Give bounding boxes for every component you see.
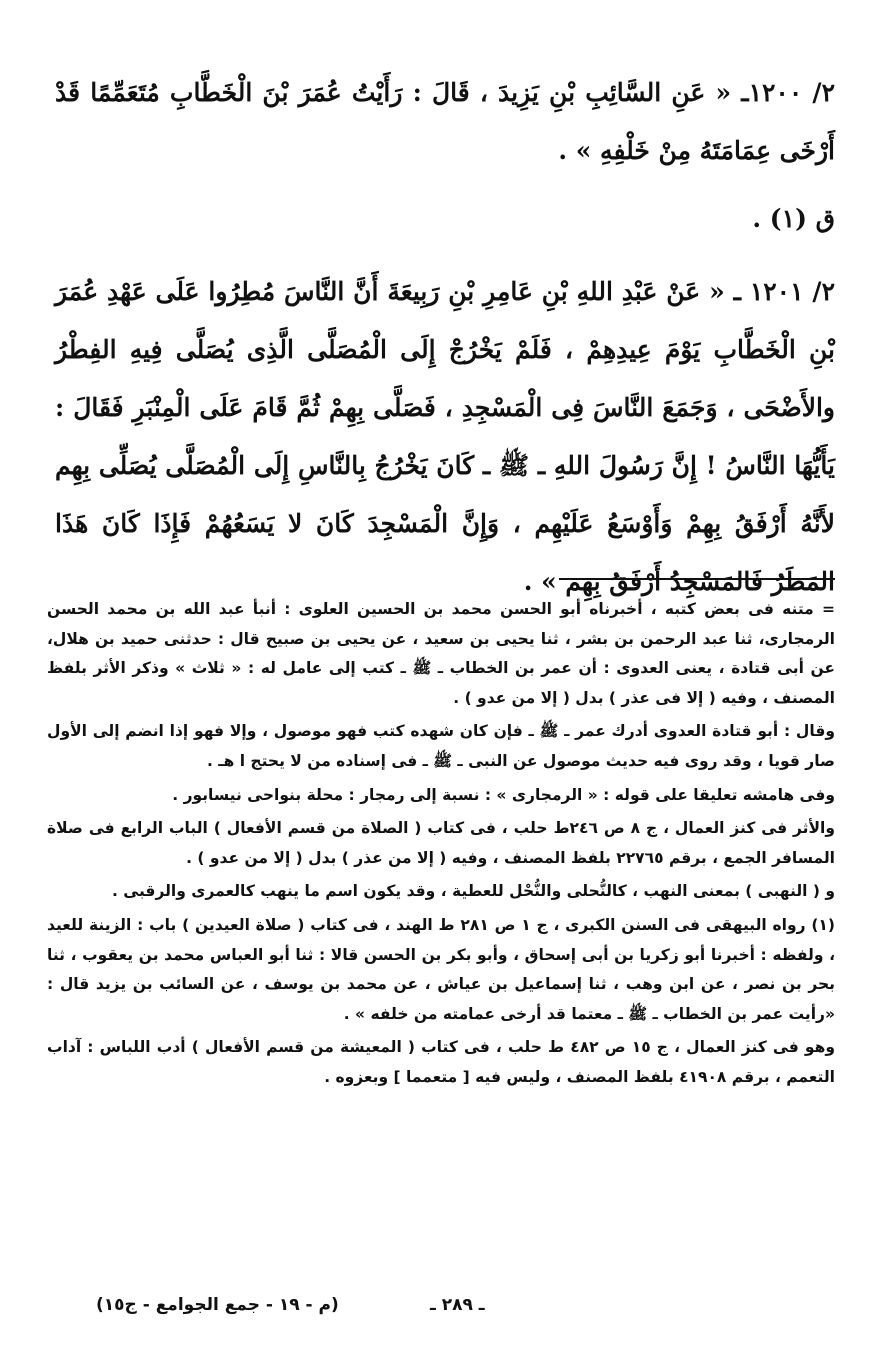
hadith-1200-text: ٢/ ١٢٠٠ـ « عَنِ السَّائِبِ بْنِ يَزِيدَ ، قَالَ : رَأَيْتُ عُمَرَ بْنَ الْخَطَّابِ مُتَعَمِّمًا قَدْ أَرْخَى عِمَامَتَهُ مِنْ خَلْفِهِ » . [55, 78, 836, 165]
page-number: ـ ٢٨٩ ـ [430, 1295, 485, 1315]
footnote-continued-paragraph: = متنه فى بعض كتبه ، أخبرناه أبو الحسن محمد بن الحسين العلوى : أنبأ عبد الله بن محمد الحسن الرمجارى، ثنا عبد الرحمن بن بشر ، ثنا يحيى بن سعيد ، عن يحيى بن صبيح قال : حدثنى حميد بن هلال، عن أبى قتادة ، يعنى العدوى : أن عمر بن الخطاب ـ ﷺ ـ كتب إلى عامل له : « ثلاث » وذكر الأثر بلفظ المصنف ، وفيه ( إلا فى عذر ) بدل ( إلا من عدو ) . [47, 600, 835, 707]
footnote-continued-paragraph: وفى هامشه تعليقا على قوله : « الرمجارى » : نسبة إلى رمجار : محلة بنواحى نيسابور . [172, 785, 835, 804]
page-footer [0, 1295, 891, 1325]
footnote-separator [559, 578, 835, 580]
hadith-1200-reference: ق (١) . [752, 204, 835, 233]
footnote-continued-paragraph: والأثر فى كنز العمال ، ج ٨ ص ٢٤٦ط حلب ، فى كتاب ( الصلاة من قسم الأفعال ) الباب الرابع فى صلاة المسافر الجمع ، برقم ٢٢٧٦٥ بلفظ المصنف ، وفيه ( إلا من عذر ) بدل ( إلا من عدو ) . [47, 819, 835, 867]
footnote-continued-paragraph: و ( النهبى ) بمعنى النهب ، كالنُّحلى والنُّحْل للعطية ، وقد يكون اسم ما ينهب كالعمرى والرقبى . [112, 882, 835, 901]
footnote-1: (١) رواه البيهقى فى السنن الكبرى ، ج ١ ص ٢٨١ ط الهند ، فى كتاب ( صلاة العيدين ) باب : الزينة للعيد ، ولفظه : أخبرنا أبو زكريا بن أبى إسحاق ، وأبو بكر بن الحسن قالا : ثنا أبو العباس محمد بن يعقوب ، ثنا بحر بن نصر ، عن ابن وهب ، ثنا إسماعيل بن عياش ، عن محمد بن يوسف ، عن السائب بن يزيد قال : «رأيت عمر بن الخطاب ـ ﷺ ـ معتما قد أرخى عمامته من خلفه » . [47, 915, 835, 1023]
footnote-continued-paragraph: وقال : أبو قتادة العدوى أدرك عمر ـ ﷺ ـ فإن كان شهده كتب فهو موصول ، وإلا فهو إذا انضم إلى الأول صار قويا ، وقد روى فيه حديث موصول عن النبى ـ ﷺ ـ فى إسناده من لا يحتج ا هـ . [47, 722, 835, 770]
hadith-1201-text: ٢/ ١٢٠١ ـ « عَنْ عَبْدِ اللهِ بْنِ عَامِرِ بْنِ رَبِيعَةَ أَنَّ النَّاسَ مُطِرُوا عَلَى عَهْدِ عُمَرَ بْنِ الْخَطَّابِ يَوْمَ عِيدِهِمْ ، فَلَمْ يَخْرُجْ إِلَى الْمُصَلَّى الَّذِى يُصَلَّى فِيهِ الفِطْرُ والأَضْحَى ، وَجَمَعَ النَّاسَ فِى الْمَسْجِدِ ، فَصَلَّى بِهِمْ ثُمَّ قَامَ عَلَى الْمِنْبَرِ فَقَالَ : يَأَيُّهَا النَّاسُ ! إِنَّ رَسُولَ اللهِ ـ ﷺ ـ كَانَ يَخْرُجُ بِالنَّاسِ إِلَى الْمُصَلَّى يُصَلِّى بِهِم لأَنَّهُ أَرْفَقُ بِهِمْ وَأَوْسَعُ عَلَيْهِم ، وَإِنَّ الْمَسْجِدَ كَانَ لا يَسَعُهُمْ فَإِذَا كَانَ هَذَا المَطَرُ فَالمَسْجِدُ أَرْفَقُ بِهِم » . [55, 277, 835, 596]
printer-signature: (م - ١٩ - جمع الجوامع - ج١٥) [96, 1295, 339, 1315]
footnotes [47, 595, 835, 1097]
footnote-1-continued: وهو فى كنز العمال ، ج ١٥ ص ٤٨٢ ط حلب ، فى كتاب ( المعيشة من قسم الأفعال ) أدب اللباس : آداب التعمم ، برقم ٤١٩٠٨ بلفظ المصنف ، وليس فيه [ متعمما ] وبعزوه . [47, 1038, 835, 1086]
